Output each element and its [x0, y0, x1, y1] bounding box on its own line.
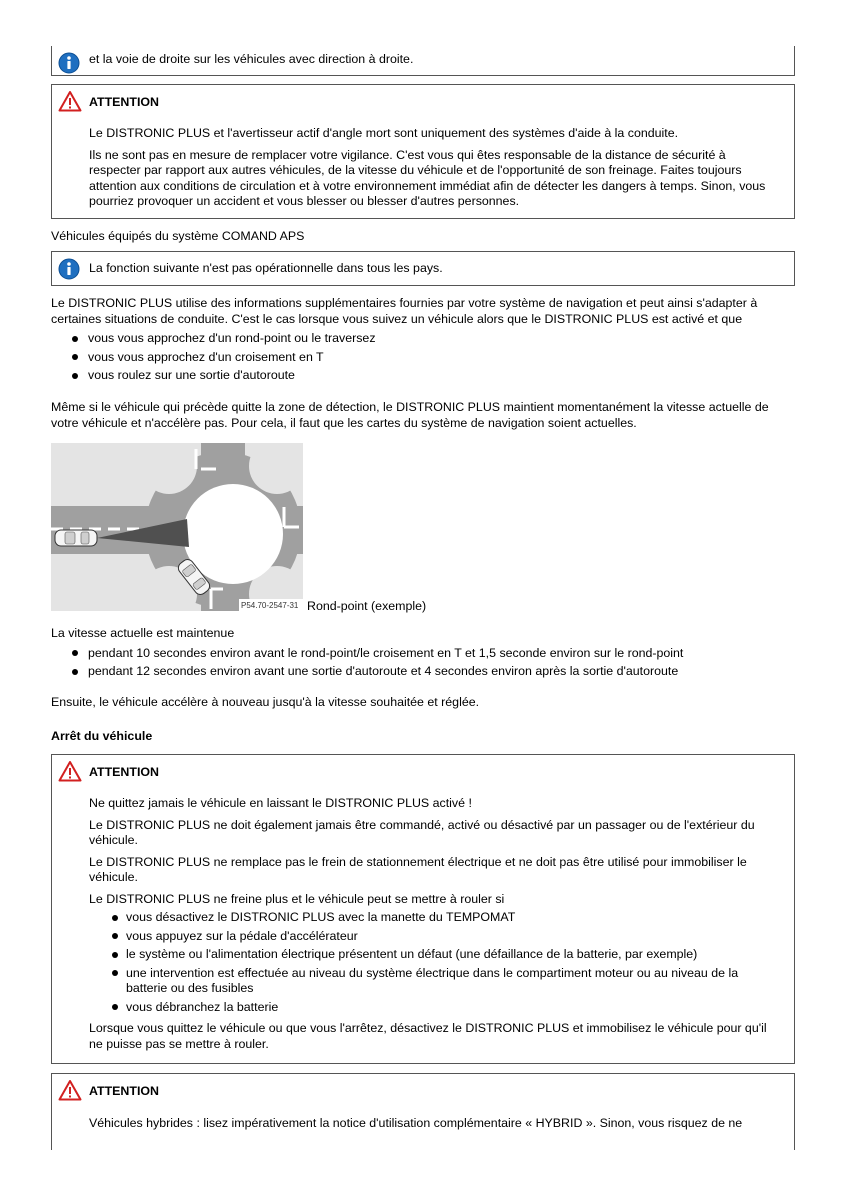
warning-paragraph: Ils ne sont pas en mesure de remplacer votre vigilance. C'est vous qui êtes responsable de la distance de sécurité à respecter par rapport aux autres véhicules, de la vitesse du véhicule et de l'opportunité de son freinage. Faites toujours attention aux conditions de circulation et à votre environnement immédiat afin de détecter les dangers à temps. Sinon, vous pourriez provoquer un accident et vous blesser ou blesser d'autres personnes. — [89, 147, 766, 208]
warning-paragraph: Le DISTRONIC PLUS ne freine plus et le véhicule peut se mettre à rouler si — [89, 891, 505, 906]
warning-heading: ATTENTION — [89, 765, 159, 779]
figure-caption: Rond-point (exemple) — [307, 599, 427, 613]
warning-triangle-icon — [58, 90, 82, 112]
list-item: vous vous approchez d'un croisement en T — [51, 350, 797, 366]
list-item: une intervention est effectuée au niveau du système électrique dans le compartiment moteur ou au niveau de la batterie ou des fusibles — [89, 966, 780, 997]
info-text-1: et la voie de droite sur les véhicules avec direction à droite. — [89, 52, 414, 66]
list-item: vous roulez sur une sortie d'autoroute — [51, 368, 797, 384]
intro-paragraph — [51, 296, 797, 387]
duration-list — [51, 646, 797, 680]
list-item: vous débranchez la batterie — [89, 1000, 780, 1016]
comand-line: Véhicules équipés du système COMAND APS — [51, 229, 305, 243]
warning-box-2 — [51, 754, 795, 1064]
figure-code: P54.70-2547-31 — [241, 601, 299, 610]
accel-paragraph: Ensuite, le véhicule accélère à nouveau jusqu'à la vitesse souhaitée et réglée. — [51, 695, 480, 709]
warning-heading: ATTENTION — [89, 95, 159, 109]
warning-text: Véhicules hybrides : lisez impérativement la notice d'utilisation complémentaire « HYBRID ». Sinon, vous risquez de ne — [89, 1116, 743, 1130]
list-item: pendant 10 secondes environ avant le rond-point/le croisement en T et 1,5 seconde environ sur le rond-point — [51, 646, 797, 662]
info-text-2: La fonction suivante n'est pas opérationnelle dans tous les pays. — [89, 261, 443, 275]
own-car-icon — [55, 530, 97, 546]
speed-section — [51, 626, 797, 683]
info-icon — [58, 258, 80, 280]
warning-heading: ATTENTION — [89, 1084, 159, 1098]
warning-list — [89, 910, 780, 1015]
section-heading: Arrêt du véhicule — [51, 729, 153, 743]
detection-paragraph: Même si le véhicule qui précède quitte la zone de détection, le DISTRONIC PLUS maintient momentanément la vitesse actuelle de votre véhicule et n'accélère pas. Pour cela, il faut que les cartes du système de navigation soient actuelles. — [51, 400, 769, 430]
warning-paragraph: Ne quittez jamais le véhicule en laissant le DISTRONIC PLUS activé ! — [89, 796, 472, 810]
info-box-top — [51, 46, 795, 76]
warning-paragraph: Le DISTRONIC PLUS ne doit également jamais être commandé, activé ou désactivé par un passager ou de l'extérieur du véhicule. — [89, 817, 755, 847]
roundabout-figure — [51, 443, 303, 611]
warning-body — [89, 126, 780, 216]
speed-kept-text: La vitesse actuelle est maintenue — [51, 626, 235, 640]
warning-box-3 — [51, 1073, 795, 1150]
list-item: vous appuyez sur la pédale d'accélérateur — [89, 929, 780, 945]
warning-paragraph: Le DISTRONIC PLUS et l'avertisseur actif d'angle mort sont uniquement des systèmes d'aide à la conduite. — [89, 126, 679, 140]
warning-body — [89, 796, 780, 1058]
warning-paragraph: Le DISTRONIC PLUS ne remplace pas le frein de stationnement électrique et ne doit pas être utilisé pour immobiliser le véhicule. — [89, 854, 747, 884]
info-icon — [58, 52, 80, 74]
list-item: pendant 12 secondes environ avant une sortie d'autoroute et 4 secondes environ après la sortie d'autoroute — [51, 664, 797, 680]
list-item: le système ou l'alimentation électrique présentent un défaut (une défaillance de la batterie, par exemple) — [89, 947, 780, 963]
info-box-2 — [51, 251, 795, 286]
warning-box-1 — [51, 84, 795, 219]
warning-triangle-icon — [58, 1079, 82, 1101]
warning-paragraph: Lorsque vous quittez le véhicule ou que vous l'arrêtez, désactivez le DISTRONIC PLUS et immobilisez le véhicule pour qu'il ne puisse pas se mettre à rouler. — [89, 1021, 767, 1051]
situation-list — [51, 331, 797, 384]
list-item: vous désactivez le DISTRONIC PLUS avec la manette du TEMPOMAT — [89, 910, 780, 926]
warning-triangle-icon — [58, 760, 82, 782]
intro-text: Le DISTRONIC PLUS utilise des informations supplémentaires fournies par votre système de navigation et peut ainsi s'adapter à certaines situations de conduite. C'est le cas lorsque vous suivez un véhicule alors que le DISTRONIC PLUS est activé et que — [51, 296, 758, 326]
list-item: vous vous approchez d'un rond-point ou le traversez — [51, 331, 797, 347]
